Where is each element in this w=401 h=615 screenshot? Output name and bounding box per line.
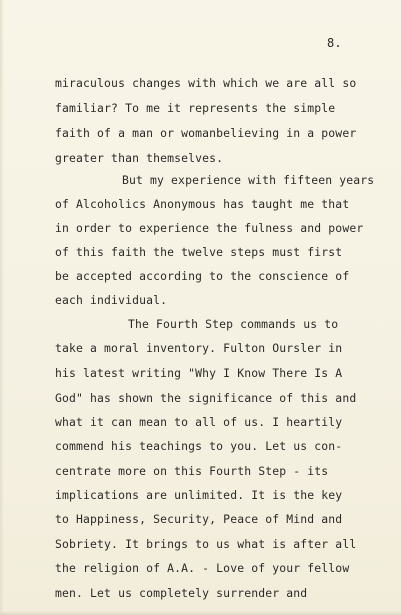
text-line: men. Let us completely surrender and (55, 586, 308, 600)
text-line: centrate more on this Fourth Step - its (55, 464, 329, 478)
text-line: commend his teachings to you. Let us con- (55, 439, 343, 453)
text-line: God" has shown the significance of this and (55, 391, 357, 405)
page-left-edge-shadow (0, 0, 4, 615)
text-line: of this faith the twelve steps must first (55, 245, 343, 259)
text-line: be accepted according to the conscience of (55, 269, 350, 283)
page-number: 8. (327, 36, 342, 50)
text-line: miraculous changes with which we are all so (55, 76, 357, 90)
text-line: implications are unlimited. It is the key (55, 488, 343, 502)
text-line: the religion of A.A. - Love of your fellow (55, 561, 350, 575)
text-line: his latest writing "Why I Know There Is A (55, 366, 343, 380)
page-bottom-edge-shadow (0, 611, 401, 615)
text-line: But my experience with fifteen years (122, 173, 375, 187)
text-line: in order to experience the fulness and power (55, 221, 364, 235)
text-line: familiar? To me it represents the simple (55, 101, 336, 115)
text-line: take a moral inventory. Fulton Oursler in (55, 341, 343, 355)
text-line: faith of a man or womanbelieving in a power (55, 126, 357, 140)
text-line: The Fourth Step commands us to (128, 317, 339, 331)
text-line: Sobriety. It brings to us what is after all (55, 537, 357, 551)
text-line: greater than themselves. (55, 151, 224, 165)
text-line: each individual. (55, 293, 168, 307)
text-line: what it can mean to all of us. I heartily (55, 415, 343, 429)
text-line: to Happiness, Security, Peace of Mind and (55, 512, 343, 526)
text-line: of Alcoholics Anonymous has taught me that (55, 197, 350, 211)
